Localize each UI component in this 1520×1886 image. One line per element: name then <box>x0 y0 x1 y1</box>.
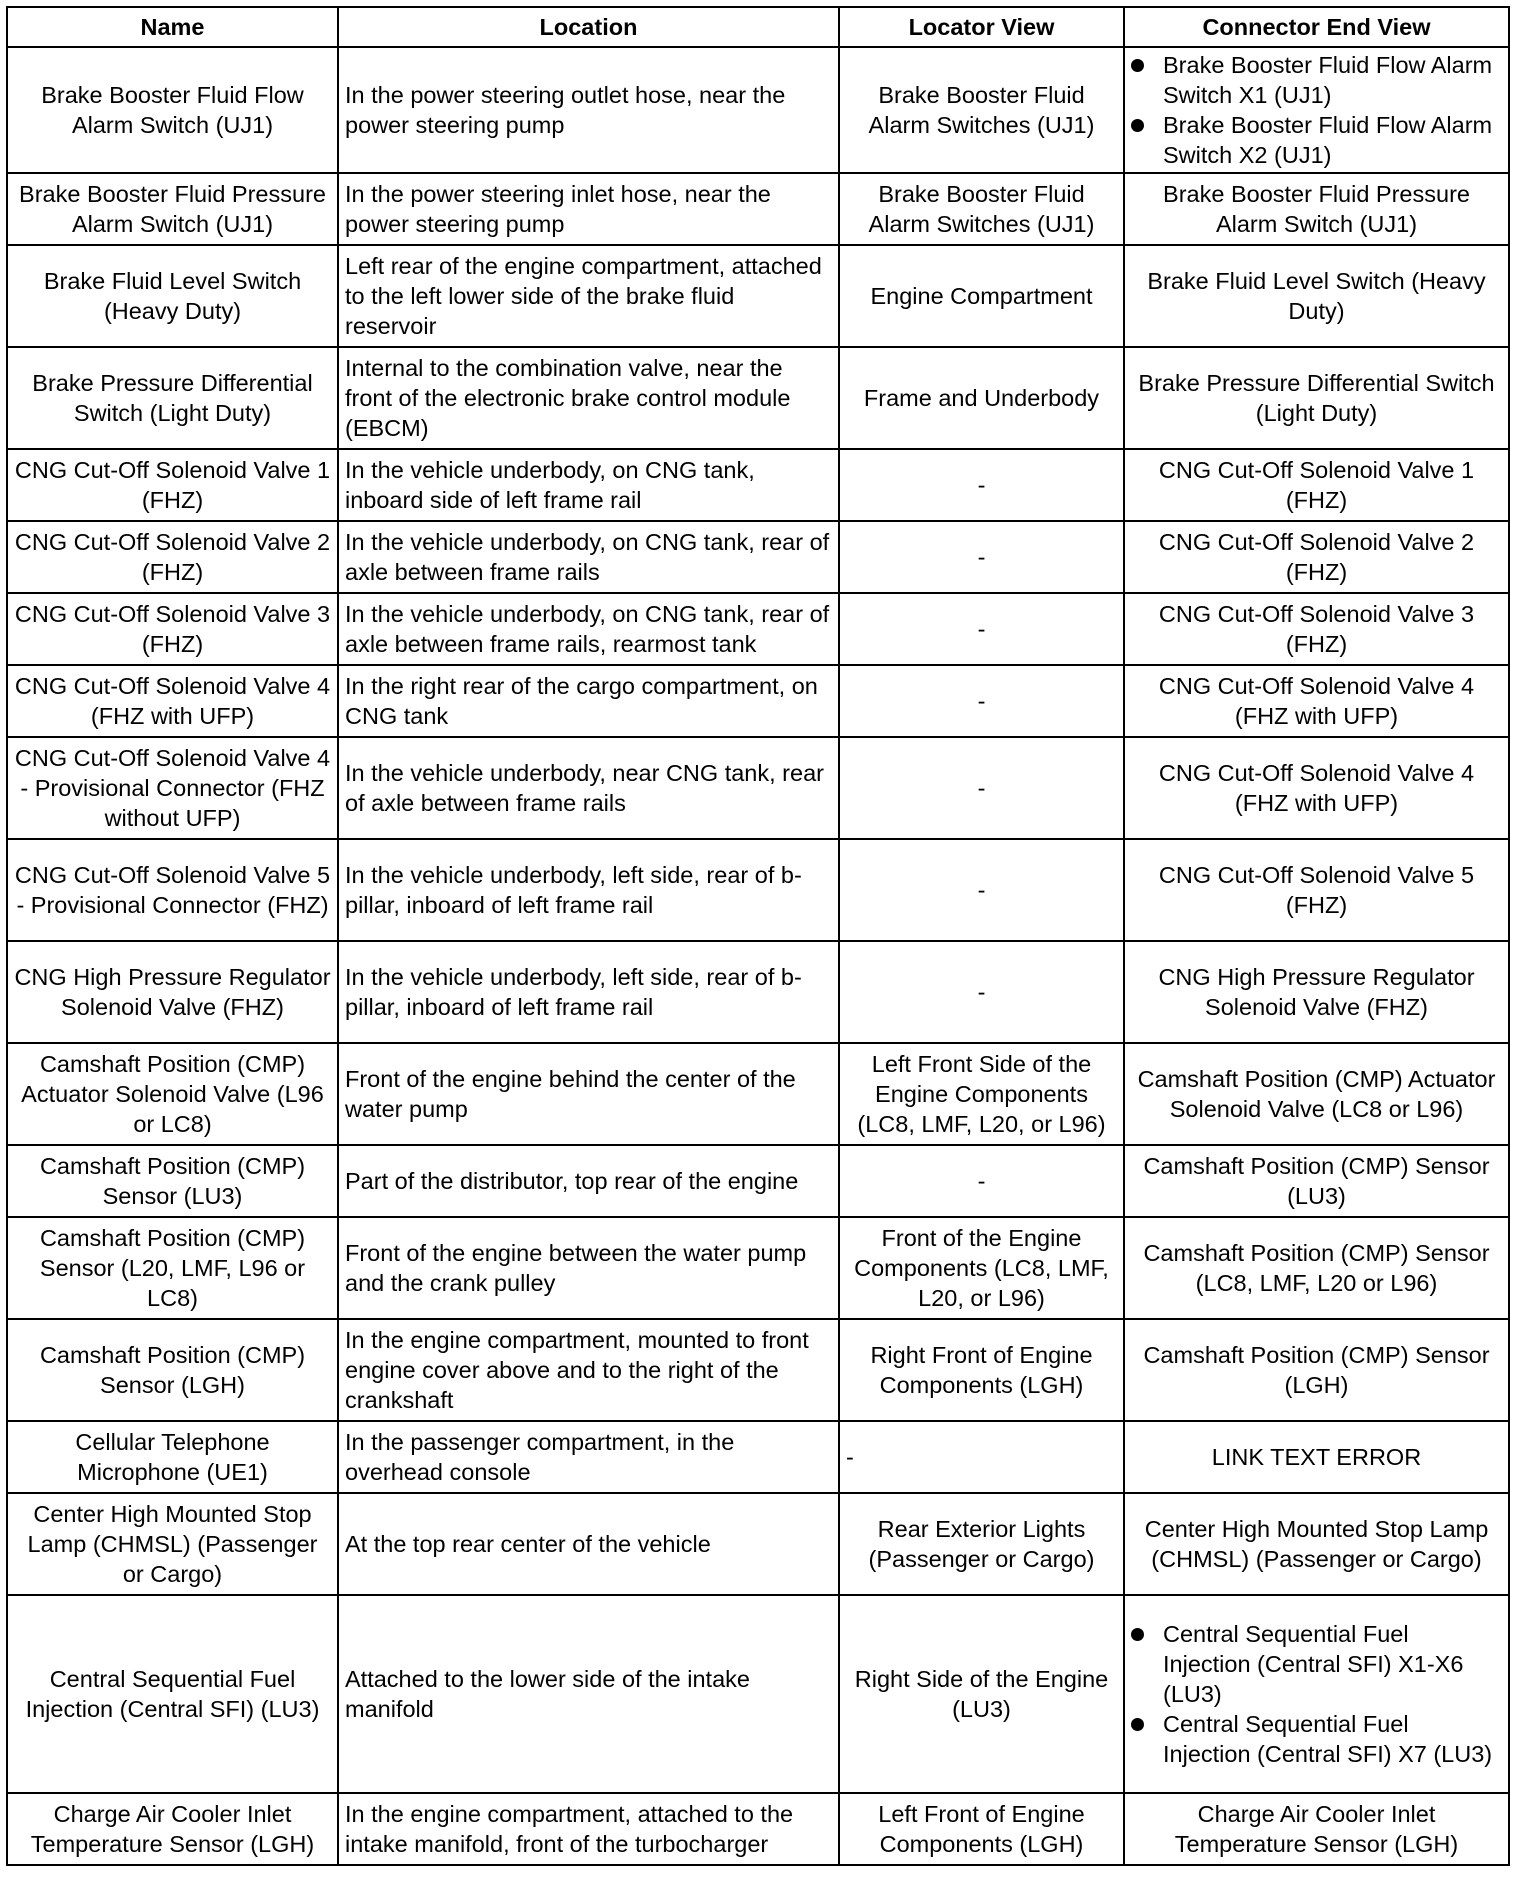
connector-view-list <box>1131 1619 1502 1769</box>
bullet-icon <box>1131 59 1144 72</box>
cell-name: Cellular Telephone Microphone (UE1) <box>7 1421 338 1493</box>
cell-name: Charge Air Cooler Inlet Temperature Sensor (LGH) <box>7 1793 338 1865</box>
cell-name: Brake Pressure Differential Switch (Light Duty) <box>7 347 338 449</box>
component-locator-table <box>6 6 1510 1866</box>
connector-view-list <box>1131 50 1502 170</box>
cell-location: In the vehicle underbody, on CNG tank, rear of axle between frame rails <box>338 521 839 593</box>
table-row <box>7 449 1509 521</box>
cell-location: In the vehicle underbody, left side, rear of b-pillar, inboard of left frame rail <box>338 839 839 941</box>
cell-locator-view: - <box>839 1421 1124 1493</box>
table-row <box>7 347 1509 449</box>
cell-location: In the vehicle underbody, near CNG tank, rear of axle between frame rails <box>338 737 839 839</box>
table-row <box>7 665 1509 737</box>
table-row <box>7 593 1509 665</box>
cell-name: Center High Mounted Stop Lamp (CHMSL) (Passenger or Cargo) <box>7 1493 338 1595</box>
cell-location: In the right rear of the cargo compartment, on CNG tank <box>338 665 839 737</box>
cell-name: CNG Cut-Off Solenoid Valve 5 - Provisional Connector (FHZ) <box>7 839 338 941</box>
table-row <box>7 1421 1509 1493</box>
cell-name: Brake Fluid Level Switch (Heavy Duty) <box>7 245 338 347</box>
cell-name: Brake Booster Fluid Flow Alarm Switch (UJ1) <box>7 47 338 173</box>
cell-locator-view: Left Front of Engine Components (LGH) <box>839 1793 1124 1865</box>
cell-locator-view: - <box>839 1145 1124 1217</box>
cell-name: CNG Cut-Off Solenoid Valve 4 - Provisional Connector (FHZ without UFP) <box>7 737 338 839</box>
bullet-icon <box>1131 1718 1144 1731</box>
cell-connector-end-view <box>1124 47 1509 173</box>
bullet-icon <box>1131 119 1144 132</box>
cell-locator-view: Brake Booster Fluid Alarm Switches (UJ1) <box>839 47 1124 173</box>
table-body <box>7 47 1509 1865</box>
cell-locator-view: Left Front Side of the Engine Components (LC8, LMF, L20, or L96) <box>839 1043 1124 1145</box>
cell-location: In the power steering inlet hose, near the power steering pump <box>338 173 839 245</box>
cell-connector-end-view: CNG Cut-Off Solenoid Valve 3 (FHZ) <box>1124 593 1509 665</box>
header-location: Location <box>338 7 839 47</box>
header-connector-end-view: Connector End View <box>1124 7 1509 47</box>
cell-locator-view: Engine Compartment <box>839 245 1124 347</box>
cell-location: Left rear of the engine compartment, attached to the left lower side of the brake fluid reservoir <box>338 245 839 347</box>
cell-location: In the passenger compartment, in the overhead console <box>338 1421 839 1493</box>
cell-locator-view: Frame and Underbody <box>839 347 1124 449</box>
cell-location: Front of the engine between the water pump and the crank pulley <box>338 1217 839 1319</box>
connector-view-text: Central Sequential Fuel Injection (Central SFI) X7 (LU3) <box>1163 1711 1493 1767</box>
header-name: Name <box>7 7 338 47</box>
connector-view-list-item <box>1131 1619 1502 1709</box>
cell-name: CNG Cut-Off Solenoid Valve 3 (FHZ) <box>7 593 338 665</box>
cell-location: Attached to the lower side of the intake manifold <box>338 1595 839 1793</box>
cell-connector-end-view: Brake Booster Fluid Pressure Alarm Switch (UJ1) <box>1124 173 1509 245</box>
cell-location: In the vehicle underbody, on CNG tank, rear of axle between frame rails, rearmost tank <box>338 593 839 665</box>
cell-locator-view: - <box>839 665 1124 737</box>
table-row <box>7 245 1509 347</box>
table-row <box>7 173 1509 245</box>
cell-connector-end-view: CNG Cut-Off Solenoid Valve 4 (FHZ with UFP) <box>1124 737 1509 839</box>
cell-name: Camshaft Position (CMP) Sensor (LGH) <box>7 1319 338 1421</box>
cell-locator-view: Right Front of Engine Components (LGH) <box>839 1319 1124 1421</box>
cell-location: Internal to the combination valve, near the front of the electronic brake control module (EBCM) <box>338 347 839 449</box>
cell-connector-end-view: Brake Fluid Level Switch (Heavy Duty) <box>1124 245 1509 347</box>
cell-connector-end-view: Camshaft Position (CMP) Sensor (LU3) <box>1124 1145 1509 1217</box>
cell-connector-end-view: Center High Mounted Stop Lamp (CHMSL) (Passenger or Cargo) <box>1124 1493 1509 1595</box>
cell-connector-end-view: CNG Cut-Off Solenoid Valve 4 (FHZ with UFP) <box>1124 665 1509 737</box>
table-row <box>7 47 1509 173</box>
cell-location: In the power steering outlet hose, near the power steering pump <box>338 47 839 173</box>
cell-name: Central Sequential Fuel Injection (Central SFI) (LU3) <box>7 1595 338 1793</box>
cell-name: Camshaft Position (CMP) Sensor (L20, LMF, L96 or LC8) <box>7 1217 338 1319</box>
table-row <box>7 941 1509 1043</box>
cell-name: Camshaft Position (CMP) Sensor (LU3) <box>7 1145 338 1217</box>
table-row <box>7 1043 1509 1145</box>
header-locator-view: Locator View <box>839 7 1124 47</box>
table-row <box>7 1595 1509 1793</box>
cell-name: Brake Booster Fluid Pressure Alarm Switch (UJ1) <box>7 173 338 245</box>
cell-location: In the engine compartment, mounted to front engine cover above and to the right of the crankshaft <box>338 1319 839 1421</box>
cell-name: CNG Cut-Off Solenoid Valve 1 (FHZ) <box>7 449 338 521</box>
cell-locator-view: - <box>839 449 1124 521</box>
table-header-row <box>7 7 1509 47</box>
connector-view-list-item <box>1131 50 1502 110</box>
cell-connector-end-view: Brake Pressure Differential Switch (Light Duty) <box>1124 347 1509 449</box>
connector-view-text: Brake Booster Fluid Flow Alarm Switch X1 (UJ1) <box>1163 52 1493 108</box>
table-row <box>7 1493 1509 1595</box>
cell-connector-end-view: Camshaft Position (CMP) Sensor (LGH) <box>1124 1319 1509 1421</box>
cell-location: Front of the engine behind the center of the water pump <box>338 1043 839 1145</box>
cell-name: CNG High Pressure Regulator Solenoid Valve (FHZ) <box>7 941 338 1043</box>
cell-locator-view: Front of the Engine Components (LC8, LMF, L20, or L96) <box>839 1217 1124 1319</box>
table-row <box>7 1319 1509 1421</box>
cell-connector-end-view: Camshaft Position (CMP) Actuator Solenoid Valve (LC8 or L96) <box>1124 1043 1509 1145</box>
cell-connector-end-view: CNG Cut-Off Solenoid Valve 1 (FHZ) <box>1124 449 1509 521</box>
cell-locator-view: Brake Booster Fluid Alarm Switches (UJ1) <box>839 173 1124 245</box>
cell-location: At the top rear center of the vehicle <box>338 1493 839 1595</box>
cell-connector-end-view: CNG Cut-Off Solenoid Valve 2 (FHZ) <box>1124 521 1509 593</box>
cell-locator-view: - <box>839 593 1124 665</box>
cell-locator-view: - <box>839 521 1124 593</box>
table-row <box>7 1217 1509 1319</box>
cell-location: In the engine compartment, attached to the intake manifold, front of the turbocharger <box>338 1793 839 1865</box>
connector-view-list-item <box>1131 1709 1502 1769</box>
table-row <box>7 737 1509 839</box>
cell-location: In the vehicle underbody, on CNG tank, inboard side of left frame rail <box>338 449 839 521</box>
cell-connector-end-view <box>1124 1595 1509 1793</box>
cell-connector-end-view: LINK TEXT ERROR <box>1124 1421 1509 1493</box>
table-row <box>7 1793 1509 1865</box>
cell-locator-view: - <box>839 839 1124 941</box>
cell-connector-end-view: Charge Air Cooler Inlet Temperature Sensor (LGH) <box>1124 1793 1509 1865</box>
cell-locator-view: - <box>839 737 1124 839</box>
bullet-icon <box>1131 1628 1144 1641</box>
cell-locator-view: - <box>839 941 1124 1043</box>
connector-view-text: Central Sequential Fuel Injection (Central SFI) X1-X6 (LU3) <box>1163 1621 1464 1707</box>
cell-name: CNG Cut-Off Solenoid Valve 4 (FHZ with UFP) <box>7 665 338 737</box>
cell-connector-end-view: CNG High Pressure Regulator Solenoid Valve (FHZ) <box>1124 941 1509 1043</box>
cell-connector-end-view: CNG Cut-Off Solenoid Valve 5 (FHZ) <box>1124 839 1509 941</box>
table-row <box>7 839 1509 941</box>
cell-location: In the vehicle underbody, left side, rear of b-pillar, inboard of left frame rail <box>338 941 839 1043</box>
cell-locator-view: Right Side of the Engine (LU3) <box>839 1595 1124 1793</box>
connector-view-text: Brake Booster Fluid Flow Alarm Switch X2 (UJ1) <box>1163 112 1493 168</box>
connector-view-list-item <box>1131 110 1502 170</box>
cell-locator-view: Rear Exterior Lights (Passenger or Cargo) <box>839 1493 1124 1595</box>
table-row <box>7 521 1509 593</box>
cell-location: Part of the distributor, top rear of the engine <box>338 1145 839 1217</box>
table-row <box>7 1145 1509 1217</box>
component-locator-document <box>6 6 1508 1866</box>
cell-name: CNG Cut-Off Solenoid Valve 2 (FHZ) <box>7 521 338 593</box>
cell-name: Camshaft Position (CMP) Actuator Solenoid Valve (L96 or LC8) <box>7 1043 338 1145</box>
cell-connector-end-view: Camshaft Position (CMP) Sensor (LC8, LMF, L20 or L96) <box>1124 1217 1509 1319</box>
